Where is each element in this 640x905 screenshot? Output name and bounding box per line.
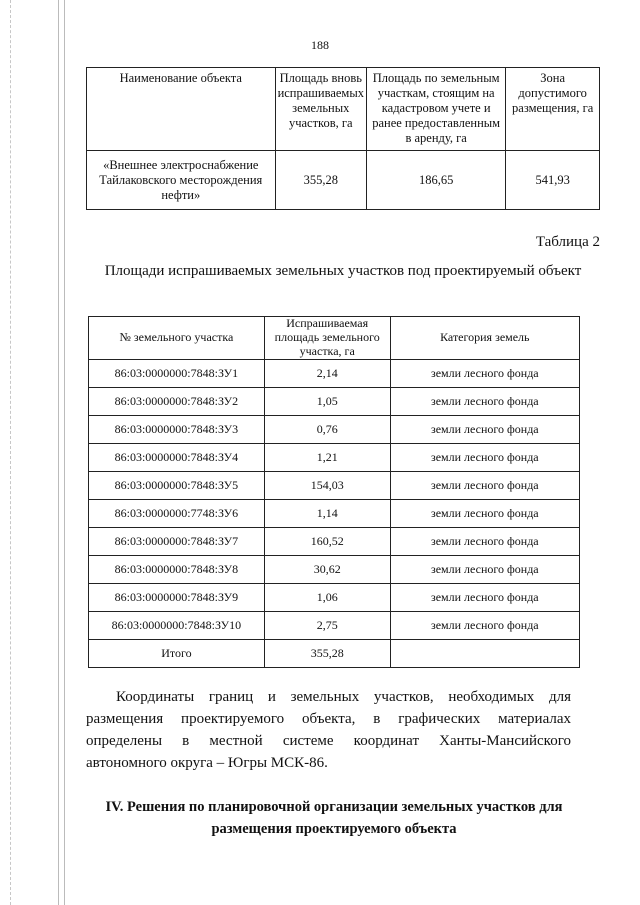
plot-area-cell: 30,62 (264, 556, 390, 584)
land-category-cell: земли лесного фонда (390, 472, 579, 500)
table-1-header: Наименование объекта (87, 68, 276, 151)
total-label-cell: Итого (89, 640, 265, 668)
table-row (89, 444, 580, 472)
land-category-cell: земли лесного фонда (390, 388, 579, 416)
table-2-header: Категория земель (390, 317, 579, 360)
table-row (89, 556, 580, 584)
scan-vertical-line (58, 0, 59, 905)
table-1-header: Площадь по земельным участкам, стоящим на кадастровом учете и ранее предоставленным в аренду, га (366, 68, 505, 151)
table-2-header: Испрашиваемая площадь земельного участка, га (264, 317, 390, 360)
table-2-caption: Таблица 2 (535, 234, 600, 250)
table-2-header: № земельного участка (89, 317, 265, 360)
table-row (89, 388, 580, 416)
table-2-header-row (89, 317, 580, 360)
total-category-cell (390, 640, 579, 668)
table-row (89, 472, 580, 500)
land-category-cell: земли лесного фонда (390, 444, 579, 472)
table-1-cell: 355,28 (275, 151, 366, 210)
plot-area-cell: 1,05 (264, 388, 390, 416)
table-row (89, 360, 580, 388)
table-1-header: Площадь вновь испрашиваемых земельных участков, га (275, 68, 366, 151)
plot-area-cell: 0,76 (264, 416, 390, 444)
plot-number-cell: 86:03:0000000:7848:ЗУ4 (89, 444, 265, 472)
table-row (89, 500, 580, 528)
scan-vertical-line (64, 0, 65, 905)
plot-area-cell: 1,06 (264, 584, 390, 612)
section-heading: IV. Решения по планировочной организации земельных участков для размещения проектируемого объекта (105, 799, 563, 837)
plot-number-cell: 86:03:0000000:7848:ЗУ8 (89, 556, 265, 584)
table-2 (88, 316, 580, 668)
table-row (89, 612, 580, 640)
plot-area-cell: 2,75 (264, 612, 390, 640)
land-category-cell: земли лесного фонда (390, 612, 579, 640)
plot-area-cell: 1,21 (264, 444, 390, 472)
plot-number-cell: 86:03:0000000:7848:ЗУ3 (89, 416, 265, 444)
table-row (89, 584, 580, 612)
table-1-cell: 186,65 (366, 151, 505, 210)
table-total-row (89, 640, 580, 668)
plot-area-cell: 160,52 (264, 528, 390, 556)
page-number: 188 (311, 38, 329, 52)
land-category-cell: земли лесного фонда (390, 584, 579, 612)
plot-number-cell: 86:03:0000000:7848:ЗУ5 (89, 472, 265, 500)
table-1-cell: 541,93 (506, 151, 600, 210)
plot-area-cell: 1,14 (264, 500, 390, 528)
land-category-cell: земли лесного фонда (390, 500, 579, 528)
plot-number-cell: 86:03:0000000:7848:ЗУ7 (89, 528, 265, 556)
plot-number-cell: 86:03:0000000:7848:ЗУ2 (89, 388, 265, 416)
land-category-cell: земли лесного фонда (390, 528, 579, 556)
table-row (89, 416, 580, 444)
table-2-title: Площади испрашиваемых земельных участков под проектируемый объект (104, 263, 582, 279)
table-row (89, 528, 580, 556)
land-category-cell: земли лесного фонда (390, 556, 579, 584)
plot-area-cell: 2,14 (264, 360, 390, 388)
coordinates-paragraph: Координаты границ и земельных участков, необходимых для размещения проектируемого объекта, в графических материалах определены в местной системе координат Ханты-Мансийского автономного округа – Югры МСК-86. (86, 689, 571, 771)
plot-number-cell: 86:03:0000000:7848:ЗУ10 (89, 612, 265, 640)
plot-number-cell: 86:03:0000000:7848:ЗУ1 (89, 360, 265, 388)
table-1-header: Зона допустимого размещения, га (506, 68, 600, 151)
plot-number-cell: 86:03:0000000:7748:ЗУ6 (89, 500, 265, 528)
table-row (87, 151, 600, 210)
plot-area-cell: 154,03 (264, 472, 390, 500)
land-category-cell: земли лесного фонда (390, 360, 579, 388)
plot-number-cell: 86:03:0000000:7848:ЗУ9 (89, 584, 265, 612)
table-1-header-row (87, 68, 600, 151)
table-1-cell: «Внешнее электроснабжение Тайлаковского месторождения нефти» (87, 151, 276, 210)
total-area-cell: 355,28 (264, 640, 390, 668)
table-1 (86, 67, 600, 210)
land-category-cell: земли лесного фонда (390, 416, 579, 444)
scan-edge-artifact (0, 0, 11, 905)
